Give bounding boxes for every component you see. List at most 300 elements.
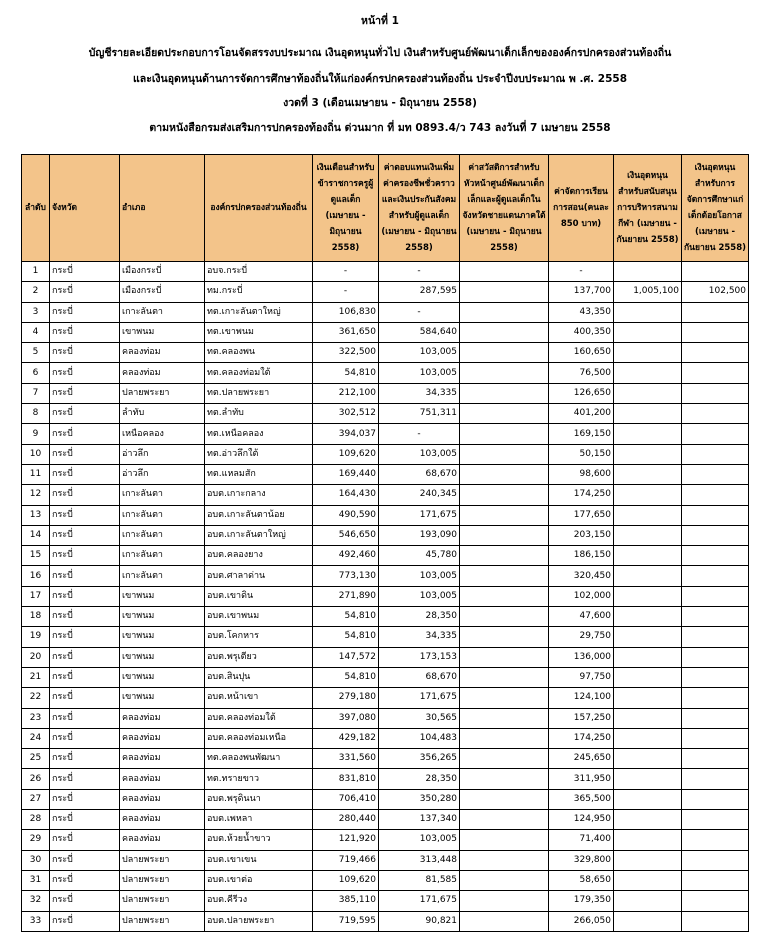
cell-sport — [614, 708, 682, 728]
cell-opportunity — [682, 870, 749, 890]
cell-teaching: 43,350 — [549, 302, 614, 322]
cell-no: 22 — [22, 688, 50, 708]
cell-sport — [614, 546, 682, 566]
cell-province: กระบี่ — [50, 810, 120, 830]
table-row — [22, 383, 749, 403]
cell-org: อบต.คลองยาง — [205, 546, 313, 566]
cell-welfare — [460, 424, 549, 444]
cell-district: เกาะลันตา — [120, 525, 205, 545]
cell-province: กระบี่ — [50, 728, 120, 748]
cell-welfare — [460, 749, 549, 769]
table-header-row — [22, 155, 749, 262]
table-body — [22, 262, 749, 932]
cell-opportunity — [682, 505, 749, 525]
table-row — [22, 546, 749, 566]
cell-teaching: 29,750 — [549, 627, 614, 647]
cell-teaching: 124,100 — [549, 688, 614, 708]
cell-province: กระบี่ — [50, 505, 120, 525]
cell-salary: 54,810 — [313, 607, 379, 627]
cell-teaching: 102,000 — [549, 586, 614, 606]
cell-province: กระบี่ — [50, 911, 120, 931]
cell-district: คลองท่อม — [120, 830, 205, 850]
cell-district: ปลายพระยา — [120, 383, 205, 403]
header-province: จังหวัด — [50, 155, 120, 262]
cell-province: กระบี่ — [50, 708, 120, 728]
cell-opportunity — [682, 424, 749, 444]
cell-sport — [614, 728, 682, 748]
cell-sport — [614, 343, 682, 363]
cell-salary: 706,410 — [313, 789, 379, 809]
table-row — [22, 566, 749, 586]
cell-org: อบต.เขาดิน — [205, 586, 313, 606]
cell-salary: 331,560 — [313, 749, 379, 769]
cell-no: 5 — [22, 343, 50, 363]
cell-district: เมืองกระบี่ — [120, 282, 205, 302]
cell-welfare — [460, 627, 549, 647]
cell-district: คลองท่อม — [120, 708, 205, 728]
cell-no: 4 — [22, 322, 50, 342]
cell-no: 13 — [22, 505, 50, 525]
cell-opportunity — [682, 850, 749, 870]
cell-compensation: 90,821 — [379, 911, 460, 931]
cell-no: 29 — [22, 830, 50, 850]
cell-district: อ่าวลึก — [120, 444, 205, 464]
cell-welfare — [460, 566, 549, 586]
table-row — [22, 708, 749, 728]
cell-province: กระบี่ — [50, 444, 120, 464]
cell-salary: - — [313, 282, 379, 302]
cell-opportunity — [682, 404, 749, 424]
cell-district: คลองท่อม — [120, 749, 205, 769]
cell-district: เขาพนม — [120, 627, 205, 647]
cell-district: เขาพนม — [120, 322, 205, 342]
cell-opportunity — [682, 627, 749, 647]
cell-compensation: 68,670 — [379, 464, 460, 484]
cell-district: เกาะลันตา — [120, 546, 205, 566]
cell-org: อบต.เขาเขน — [205, 850, 313, 870]
cell-salary: 831,810 — [313, 769, 379, 789]
cell-sport — [614, 586, 682, 606]
cell-welfare — [460, 728, 549, 748]
table-row — [22, 607, 749, 627]
cell-province: กระบี่ — [50, 262, 120, 282]
table-row — [22, 749, 749, 769]
cell-compensation: 193,090 — [379, 525, 460, 545]
cell-district: ลำทับ — [120, 404, 205, 424]
cell-compensation: - — [379, 262, 460, 282]
cell-no: 16 — [22, 566, 50, 586]
cell-org: ทต.เขาพนม — [205, 322, 313, 342]
cell-teaching: 137,700 — [549, 282, 614, 302]
cell-opportunity — [682, 262, 749, 282]
cell-compensation: 34,335 — [379, 627, 460, 647]
table-row — [22, 870, 749, 890]
cell-sport — [614, 627, 682, 647]
cell-salary: 271,890 — [313, 586, 379, 606]
cell-sport — [614, 404, 682, 424]
cell-teaching: 47,600 — [549, 607, 614, 627]
cell-welfare — [460, 546, 549, 566]
cell-province: กระบี่ — [50, 464, 120, 484]
cell-sport — [614, 505, 682, 525]
cell-compensation: 68,670 — [379, 667, 460, 687]
cell-sport — [614, 769, 682, 789]
cell-opportunity — [682, 607, 749, 627]
cell-sport — [614, 850, 682, 870]
cell-compensation: 103,005 — [379, 566, 460, 586]
cell-opportunity — [682, 749, 749, 769]
table-row — [22, 404, 749, 424]
cell-compensation: 584,640 — [379, 322, 460, 342]
cell-teaching: 400,350 — [549, 322, 614, 342]
header-welfare: ค่าสวัสดิการสำหรับหัวหน้าศูนย์พัฒนาเด็กเล็กและผู้ดูแลเด็กในจังหวัดชายแดนภาคใต้ (เมษายน - มิถุนายน 2558) — [460, 155, 549, 262]
cell-welfare — [460, 464, 549, 484]
cell-opportunity — [682, 485, 749, 505]
cell-welfare — [460, 383, 549, 403]
cell-teaching: 98,600 — [549, 464, 614, 484]
cell-salary: 121,920 — [313, 830, 379, 850]
cell-teaching: 97,750 — [549, 667, 614, 687]
cell-no: 17 — [22, 586, 50, 606]
cell-org: ทต.ทรายขาว — [205, 769, 313, 789]
table-row — [22, 282, 749, 302]
cell-salary: 54,810 — [313, 363, 379, 383]
cell-province: กระบี่ — [50, 891, 120, 911]
cell-org: ทต.แหลมสัก — [205, 464, 313, 484]
cell-teaching: 179,350 — [549, 891, 614, 911]
cell-opportunity — [682, 708, 749, 728]
cell-sport — [614, 444, 682, 464]
cell-salary: 394,037 — [313, 424, 379, 444]
cell-welfare — [460, 586, 549, 606]
cell-welfare — [460, 343, 549, 363]
cell-no: 27 — [22, 789, 50, 809]
cell-salary: 322,500 — [313, 343, 379, 363]
cell-province: กระบี่ — [50, 343, 120, 363]
cell-sport — [614, 911, 682, 931]
header-salary: เงินเดือนสำหรับข้าราชการครูผู้ดูแลเด็ก (เมษายน - มิถุนายน 2558) — [313, 155, 379, 262]
cell-province: กระบี่ — [50, 363, 120, 383]
cell-welfare — [460, 404, 549, 424]
table-row — [22, 525, 749, 545]
cell-org: อบต.เกาะลันตาน้อย — [205, 505, 313, 525]
cell-district: เกาะลันตา — [120, 302, 205, 322]
table-row — [22, 505, 749, 525]
cell-province: กระบี่ — [50, 688, 120, 708]
cell-opportunity — [682, 891, 749, 911]
cell-district: คลองท่อม — [120, 728, 205, 748]
cell-teaching: 157,250 — [549, 708, 614, 728]
cell-sport — [614, 647, 682, 667]
header-org: องค์กรปกครองส่วนท้องถิ่น — [205, 155, 313, 262]
cell-compensation: 287,595 — [379, 282, 460, 302]
cell-compensation: 30,565 — [379, 708, 460, 728]
cell-opportunity — [682, 464, 749, 484]
cell-org: ทต.คลองท่อมใต้ — [205, 363, 313, 383]
cell-welfare — [460, 485, 549, 505]
cell-no: 23 — [22, 708, 50, 728]
cell-teaching: 186,150 — [549, 546, 614, 566]
cell-opportunity — [682, 383, 749, 403]
cell-org: อบต.คลองท่อมเหนือ — [205, 728, 313, 748]
cell-teaching: 177,650 — [549, 505, 614, 525]
cell-sport — [614, 810, 682, 830]
table-row — [22, 586, 749, 606]
table-row — [22, 424, 749, 444]
cell-org: ทต.เหนือคลอง — [205, 424, 313, 444]
cell-compensation: 171,675 — [379, 505, 460, 525]
cell-opportunity — [682, 322, 749, 342]
cell-compensation: 350,280 — [379, 789, 460, 809]
cell-salary: 397,080 — [313, 708, 379, 728]
cell-teaching: 169,150 — [549, 424, 614, 444]
cell-no: 6 — [22, 363, 50, 383]
cell-district: ปลายพระยา — [120, 870, 205, 890]
header-sport: เงินอุดหนุนสำหรับสนับสนุนการบริหารสนามกีฬา (เมษายน - กันยายน 2558) — [614, 155, 682, 262]
cell-sport — [614, 688, 682, 708]
cell-welfare — [460, 505, 549, 525]
table-row — [22, 850, 749, 870]
cell-opportunity — [682, 728, 749, 748]
cell-district: เขาพนม — [120, 647, 205, 667]
header-district: อำเภอ — [120, 155, 205, 262]
cell-opportunity — [682, 343, 749, 363]
cell-opportunity — [682, 586, 749, 606]
cell-province: กระบี่ — [50, 566, 120, 586]
cell-welfare — [460, 302, 549, 322]
cell-teaching: 329,800 — [549, 850, 614, 870]
header-opportunity: เงินอุดหนุนสำหรับการจัดการศึกษาแก่เด็กด้อยโอกาส (เมษายน - กันยายน 2558) — [682, 155, 749, 262]
cell-salary: 169,440 — [313, 464, 379, 484]
cell-sport — [614, 607, 682, 627]
cell-district: เกาะลันตา — [120, 505, 205, 525]
cell-no: 8 — [22, 404, 50, 424]
cell-welfare — [460, 789, 549, 809]
cell-province: กระบี่ — [50, 647, 120, 667]
cell-org: อบต.โคกหาร — [205, 627, 313, 647]
cell-salary: 280,440 — [313, 810, 379, 830]
cell-org: อบต.พรุดินนา — [205, 789, 313, 809]
cell-welfare — [460, 850, 549, 870]
cell-no: 12 — [22, 485, 50, 505]
cell-province: กระบี่ — [50, 830, 120, 850]
cell-district: เกาะลันตา — [120, 485, 205, 505]
cell-compensation: 171,675 — [379, 688, 460, 708]
cell-no: 9 — [22, 424, 50, 444]
cell-welfare — [460, 322, 549, 342]
cell-teaching: 126,650 — [549, 383, 614, 403]
table-row — [22, 302, 749, 322]
document-title-line-4: ตามหนังสือกรมส่งเสริมการปกครองท้องถิ่น ด่วนมาก ที่ มท 0893.4/ว 743 ลงวันที่ 7 เมษายน 2558 — [149, 122, 611, 134]
table-row — [22, 444, 749, 464]
cell-teaching: 401,200 — [549, 404, 614, 424]
table-row — [22, 667, 749, 687]
cell-district: คลองท่อม — [120, 769, 205, 789]
cell-no: 14 — [22, 525, 50, 545]
cell-province: กระบี่ — [50, 302, 120, 322]
cell-teaching: 266,050 — [549, 911, 614, 931]
cell-opportunity — [682, 911, 749, 931]
cell-salary: 719,466 — [313, 850, 379, 870]
cell-opportunity — [682, 444, 749, 464]
cell-salary: 279,180 — [313, 688, 379, 708]
cell-district: เขาพนม — [120, 586, 205, 606]
cell-org: ทต.คลองพน — [205, 343, 313, 363]
cell-district: ปลายพระยา — [120, 911, 205, 931]
cell-salary: 492,460 — [313, 546, 379, 566]
cell-opportunity — [682, 647, 749, 667]
cell-compensation: 28,350 — [379, 769, 460, 789]
cell-teaching: 174,250 — [549, 485, 614, 505]
cell-salary: 147,572 — [313, 647, 379, 667]
cell-teaching: 245,650 — [549, 749, 614, 769]
cell-org: อบต.เกาะลันตาใหญ่ — [205, 525, 313, 545]
cell-teaching: 203,150 — [549, 525, 614, 545]
cell-sport: 1,005,100 — [614, 282, 682, 302]
cell-compensation: 171,675 — [379, 891, 460, 911]
allocation-table — [21, 154, 749, 932]
cell-compensation: 173,153 — [379, 647, 460, 667]
cell-org: ทต.อ่าวลึกใต้ — [205, 444, 313, 464]
cell-teaching: 136,000 — [549, 647, 614, 667]
cell-welfare — [460, 282, 549, 302]
cell-no: 21 — [22, 667, 50, 687]
cell-org: ทต.เกาะลันตาใหญ่ — [205, 302, 313, 322]
cell-district: เกาะลันตา — [120, 566, 205, 586]
cell-no: 18 — [22, 607, 50, 627]
cell-org: อบต.สินปุน — [205, 667, 313, 687]
cell-salary: 109,620 — [313, 870, 379, 890]
cell-opportunity — [682, 810, 749, 830]
cell-compensation: 34,335 — [379, 383, 460, 403]
cell-province: กระบี่ — [50, 607, 120, 627]
cell-no: 15 — [22, 546, 50, 566]
cell-compensation: 137,340 — [379, 810, 460, 830]
cell-org: อบต.เขาพนม — [205, 607, 313, 627]
cell-teaching: - — [549, 262, 614, 282]
cell-salary: 429,182 — [313, 728, 379, 748]
cell-welfare — [460, 688, 549, 708]
cell-district: คลองท่อม — [120, 363, 205, 383]
cell-district: เขาพนม — [120, 688, 205, 708]
cell-no: 2 — [22, 282, 50, 302]
table-row — [22, 789, 749, 809]
cell-province: กระบี่ — [50, 282, 120, 302]
cell-org: อบต.เพหลา — [205, 810, 313, 830]
cell-district: เขาพนม — [120, 667, 205, 687]
document-title-line-3: งวดที่ 3 (เดือนเมษายน - มิถุนายน 2558) — [283, 97, 477, 109]
cell-org: ทม.กระบี่ — [205, 282, 313, 302]
cell-district: เขาพนม — [120, 607, 205, 627]
cell-district: อ่าวลึก — [120, 464, 205, 484]
cell-opportunity: 102,500 — [682, 282, 749, 302]
cell-no: 32 — [22, 891, 50, 911]
cell-welfare — [460, 708, 549, 728]
cell-sport — [614, 870, 682, 890]
cell-province: กระบี่ — [50, 525, 120, 545]
cell-salary: 773,130 — [313, 566, 379, 586]
cell-no: 30 — [22, 850, 50, 870]
cell-compensation: 81,585 — [379, 870, 460, 890]
cell-salary: - — [313, 262, 379, 282]
cell-compensation: 103,005 — [379, 343, 460, 363]
cell-province: กระบี่ — [50, 870, 120, 890]
table-row — [22, 728, 749, 748]
cell-salary: 385,110 — [313, 891, 379, 911]
cell-opportunity — [682, 769, 749, 789]
cell-org: อบต.ศาลาด่าน — [205, 566, 313, 586]
cell-sport — [614, 667, 682, 687]
table-row — [22, 485, 749, 505]
cell-teaching: 76,500 — [549, 363, 614, 383]
cell-province: กระบี่ — [50, 769, 120, 789]
cell-welfare — [460, 830, 549, 850]
table-row — [22, 322, 749, 342]
cell-org: อบต.พรุเตียว — [205, 647, 313, 667]
cell-province: กระบี่ — [50, 485, 120, 505]
cell-sport — [614, 789, 682, 809]
cell-sport — [614, 749, 682, 769]
cell-compensation: 104,483 — [379, 728, 460, 748]
cell-teaching: 50,150 — [549, 444, 614, 464]
table-row — [22, 688, 749, 708]
cell-district: เมืองกระบี่ — [120, 262, 205, 282]
cell-org: อบต.คลองท่อมใต้ — [205, 708, 313, 728]
cell-no: 20 — [22, 647, 50, 667]
cell-sport — [614, 891, 682, 911]
cell-province: กระบี่ — [50, 424, 120, 444]
cell-sport — [614, 302, 682, 322]
cell-org: อบจ.กระบี่ — [205, 262, 313, 282]
cell-sport — [614, 464, 682, 484]
cell-salary: 164,430 — [313, 485, 379, 505]
cell-welfare — [460, 769, 549, 789]
header-compensation: ค่าตอบแทนเงินเพิ่มค่าครองชีพชั่วคราวและเงินประกันสังคมสำหรับผู้ดูแลเด็ก (เมษายน - มิถุนายน 2558) — [379, 155, 460, 262]
cell-opportunity — [682, 302, 749, 322]
cell-org: อบต.เขาต่อ — [205, 870, 313, 890]
cell-salary: 109,620 — [313, 444, 379, 464]
cell-org: อบต.เกาะกลาง — [205, 485, 313, 505]
cell-no: 19 — [22, 627, 50, 647]
cell-no: 25 — [22, 749, 50, 769]
header-teaching: ค่าจัดการเรียนการสอน(คนละ 850 บาท) — [549, 155, 614, 262]
cell-org: ทต.ลำทับ — [205, 404, 313, 424]
cell-opportunity — [682, 789, 749, 809]
cell-org: อบต.คีรีวง — [205, 891, 313, 911]
cell-teaching: 124,950 — [549, 810, 614, 830]
cell-compensation: 240,345 — [379, 485, 460, 505]
cell-org: อบต.ปลายพระยา — [205, 911, 313, 931]
cell-province: กระบี่ — [50, 322, 120, 342]
cell-teaching: 58,650 — [549, 870, 614, 890]
cell-district: เหนือคลอง — [120, 424, 205, 444]
cell-welfare — [460, 647, 549, 667]
cell-salary: 361,650 — [313, 322, 379, 342]
cell-province: กระบี่ — [50, 627, 120, 647]
cell-no: 1 — [22, 262, 50, 282]
cell-district: ปลายพระยา — [120, 891, 205, 911]
cell-org: อบต.หน้าเขา — [205, 688, 313, 708]
table-row — [22, 830, 749, 850]
table-row — [22, 891, 749, 911]
table-row — [22, 911, 749, 931]
cell-welfare — [460, 363, 549, 383]
cell-no: 3 — [22, 302, 50, 322]
cell-province: กระบี่ — [50, 586, 120, 606]
cell-compensation: 103,005 — [379, 363, 460, 383]
cell-district: ปลายพระยา — [120, 850, 205, 870]
cell-opportunity — [682, 688, 749, 708]
